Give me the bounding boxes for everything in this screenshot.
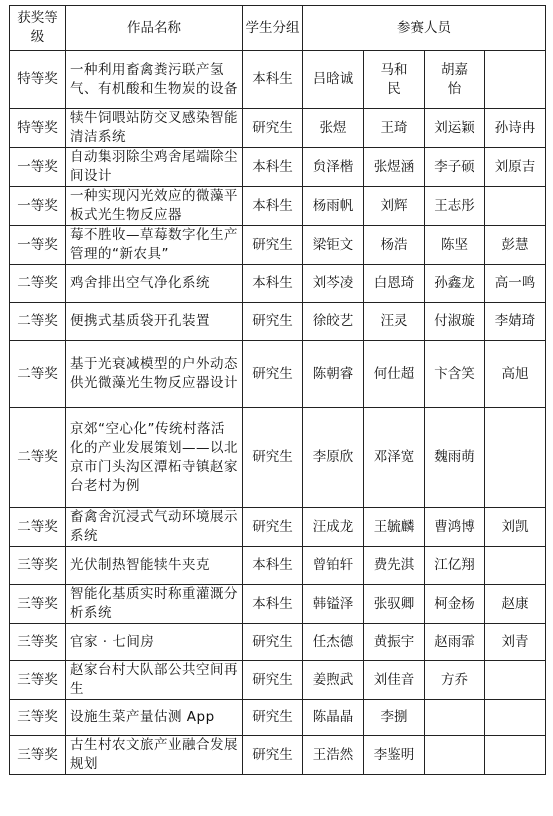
- table-row: [10, 226, 546, 265]
- award-level-cell: 二等奖: [10, 303, 66, 341]
- participant-cell: 孙鑫龙: [425, 265, 485, 303]
- work-name-cell: 智能化基质实时称重灌溉分析系统: [66, 585, 243, 624]
- award-level-cell: 二等奖: [10, 341, 66, 408]
- work-name-cell: 基于光衰减模型的户外动态供光微藻光生物反应器设计: [66, 341, 243, 408]
- table-row: [10, 661, 546, 700]
- participant-cell: [485, 51, 546, 109]
- participant-cell: 王浩然: [303, 736, 364, 775]
- participant-cell: 刘运颖: [425, 109, 485, 148]
- work-name-cell: 赵家台村大队部公共空间再生: [66, 661, 243, 700]
- participant-cell: [485, 661, 546, 700]
- award-level-cell: 一等奖: [10, 187, 66, 226]
- participant-cell: 李原欣: [303, 408, 364, 508]
- participant-cell: 胡嘉怡: [425, 51, 485, 109]
- work-name-cell: 犊牛饲喂站防交叉感染智能清洁系统: [66, 109, 243, 148]
- award-level-cell: 二等奖: [10, 408, 66, 508]
- header-award-level: 获奖等级: [10, 6, 66, 51]
- participant-cell: 梁钜文: [303, 226, 364, 265]
- student-group-cell: 本科生: [243, 265, 303, 303]
- table-row: [10, 508, 546, 547]
- table-row: [10, 341, 546, 408]
- participant-cell: 姜煦武: [303, 661, 364, 700]
- participant-cell: 何仕超: [364, 341, 425, 408]
- participant-cell: 高一鸣: [485, 265, 546, 303]
- header-participants: 参赛人员: [303, 6, 546, 51]
- participant-cell: 杨雨帆: [303, 187, 364, 226]
- participant-cell: 张驭卿: [364, 585, 425, 624]
- awards-table: [9, 5, 546, 775]
- participant-cell: 张煜涵: [364, 148, 425, 187]
- participant-cell: 曾铂轩: [303, 547, 364, 585]
- work-name-cell: 设施生菜产量估测 App: [66, 700, 243, 736]
- participant-cell: 高旭: [485, 341, 546, 408]
- participant-cell: 李鉴明: [364, 736, 425, 775]
- participant-cell: 付淑璇: [425, 303, 485, 341]
- header-row: [10, 6, 546, 51]
- participant-cell: 贠泽楷: [303, 148, 364, 187]
- student-group-cell: 研究生: [243, 341, 303, 408]
- participant-cell: 柯金杨: [425, 585, 485, 624]
- student-group-cell: 研究生: [243, 109, 303, 148]
- work-name-cell: 鸡舍排出空气净化系统: [66, 265, 243, 303]
- table-row: [10, 408, 546, 508]
- work-name-cell: 便携式基质袋开孔装置: [66, 303, 243, 341]
- work-name-cell: 京郊“空心化”传统村落活化的产业发展策划——以北京市门头沟区潭柘寺镇赵家台老村为例: [66, 408, 243, 508]
- table-row: [10, 303, 546, 341]
- award-level-cell: 二等奖: [10, 265, 66, 303]
- work-name-cell: 光伏制热智能犊牛夹克: [66, 547, 243, 585]
- table-row: [10, 736, 546, 775]
- participant-cell: 李子硕: [425, 148, 485, 187]
- participant-cell: 方乔: [425, 661, 485, 700]
- table-row: [10, 148, 546, 187]
- award-level-cell: 一等奖: [10, 226, 66, 265]
- table-row: [10, 51, 546, 109]
- participant-cell: 刘芩凌: [303, 265, 364, 303]
- participant-cell: 邓泽宽: [364, 408, 425, 508]
- participant-cell: 马和民: [364, 51, 425, 109]
- participant-cell: 彭慧: [485, 226, 546, 265]
- work-name-cell: 古生村农文旅产业融合发展规划: [66, 736, 243, 775]
- table-row: [10, 547, 546, 585]
- participant-cell: 汪灵: [364, 303, 425, 341]
- participant-cell: 孙诗冉: [485, 109, 546, 148]
- participant-cell: [485, 547, 546, 585]
- participant-cell: 陈晶晶: [303, 700, 364, 736]
- table-row: [10, 265, 546, 303]
- award-level-cell: 特等奖: [10, 109, 66, 148]
- participant-cell: 陈坚: [425, 226, 485, 265]
- participant-cell: 刘青: [485, 624, 546, 661]
- student-group-cell: 本科生: [243, 547, 303, 585]
- student-group-cell: 研究生: [243, 303, 303, 341]
- participant-cell: 李婧琦: [485, 303, 546, 341]
- participant-cell: [485, 736, 546, 775]
- participant-cell: 江亿翔: [425, 547, 485, 585]
- participant-cell: [485, 700, 546, 736]
- table-body: [10, 6, 546, 775]
- participant-cell: 刘凯: [485, 508, 546, 547]
- participant-cell: 杨浩: [364, 226, 425, 265]
- participant-cell: 费先淇: [364, 547, 425, 585]
- student-group-cell: 本科生: [243, 585, 303, 624]
- table-row: [10, 700, 546, 736]
- work-name-cell: 莓不胜收—草莓数字化生产管理的“新农具”: [66, 226, 243, 265]
- participant-cell: 赵康: [485, 585, 546, 624]
- participant-cell: 韩镒泽: [303, 585, 364, 624]
- student-group-cell: 本科生: [243, 148, 303, 187]
- award-level-cell: 特等奖: [10, 51, 66, 109]
- participant-cell: 吕晗诚: [303, 51, 364, 109]
- table-row: [10, 624, 546, 661]
- student-group-cell: 研究生: [243, 700, 303, 736]
- work-name-cell: 官家 · 七间房: [66, 624, 243, 661]
- work-name-cell: 自动集羽除尘鸡舍尾端除尘间设计: [66, 148, 243, 187]
- header-student-group: 学生分组: [243, 6, 303, 51]
- student-group-cell: 研究生: [243, 624, 303, 661]
- award-level-cell: 三等奖: [10, 661, 66, 700]
- participant-cell: 赵雨霏: [425, 624, 485, 661]
- award-level-cell: 三等奖: [10, 547, 66, 585]
- award-level-cell: 二等奖: [10, 508, 66, 547]
- award-level-cell: 三等奖: [10, 736, 66, 775]
- work-name-cell: 一种实现闪光效应的微藻平板式光生物反应器: [66, 187, 243, 226]
- participant-cell: 李捌: [364, 700, 425, 736]
- participant-cell: [485, 408, 546, 508]
- student-group-cell: 本科生: [243, 51, 303, 109]
- participant-cell: 任杰德: [303, 624, 364, 661]
- participant-cell: 卞含笑: [425, 341, 485, 408]
- table-row: [10, 585, 546, 624]
- table-row: [10, 109, 546, 148]
- work-name-cell: 一种利用畜禽粪污联产氢气、有机酸和生物炭的设备: [66, 51, 243, 109]
- award-level-cell: 三等奖: [10, 624, 66, 661]
- student-group-cell: 研究生: [243, 736, 303, 775]
- work-name-cell: 畜禽舍沉浸式气动环境展示系统: [66, 508, 243, 547]
- participant-cell: 白恩琦: [364, 265, 425, 303]
- participant-cell: 汪成龙: [303, 508, 364, 547]
- participant-cell: 刘辉: [364, 187, 425, 226]
- award-level-cell: 三等奖: [10, 700, 66, 736]
- participant-cell: 曹鸿博: [425, 508, 485, 547]
- student-group-cell: 研究生: [243, 408, 303, 508]
- participant-cell: 黄振宇: [364, 624, 425, 661]
- table-row: [10, 187, 546, 226]
- student-group-cell: 研究生: [243, 508, 303, 547]
- award-level-cell: 三等奖: [10, 585, 66, 624]
- student-group-cell: 研究生: [243, 226, 303, 265]
- participant-cell: 刘原吉: [485, 148, 546, 187]
- award-level-cell: 一等奖: [10, 148, 66, 187]
- participant-cell: 王毓麟: [364, 508, 425, 547]
- participant-cell: 张煜: [303, 109, 364, 148]
- participant-cell: 刘佳音: [364, 661, 425, 700]
- student-group-cell: 研究生: [243, 661, 303, 700]
- participant-cell: 王琦: [364, 109, 425, 148]
- participant-cell: 魏雨萌: [425, 408, 485, 508]
- header-work-name: 作品名称: [66, 6, 243, 51]
- participant-cell: 徐皎艺: [303, 303, 364, 341]
- student-group-cell: 本科生: [243, 187, 303, 226]
- participant-cell: 陈朝睿: [303, 341, 364, 408]
- participant-cell: [425, 700, 485, 736]
- participant-cell: [485, 187, 546, 226]
- participant-cell: 王志彤: [425, 187, 485, 226]
- participant-cell: [425, 736, 485, 775]
